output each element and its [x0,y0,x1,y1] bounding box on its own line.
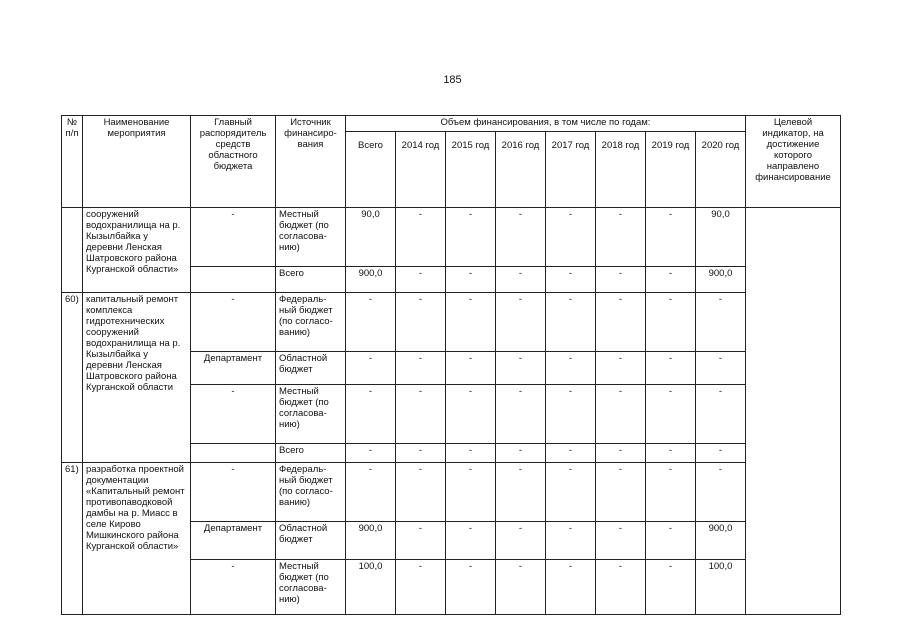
value-cell: - [396,208,446,267]
value-cell: - [546,522,596,560]
value-cell: 900,0 [696,267,746,293]
value-cell: - [596,463,646,522]
value-cell: - [496,208,546,267]
value-cell: - [496,293,546,352]
value-cell: 90,0 [346,208,396,267]
row-number [62,208,83,293]
indicator-cell [746,208,841,615]
header-source: Источник финансиро-вания [276,116,346,208]
value-cell: - [446,522,496,560]
source-cell: Федераль-ный бюджет (по согласо-ванию) [276,293,346,352]
row-number: 60) [62,293,83,463]
source-cell: Местный бюджет (по согласова-нию) [276,385,346,444]
source-cell: Всего [276,444,346,463]
header-year: 2018 год [596,132,646,208]
value-cell: - [696,463,746,522]
value-cell: - [496,444,546,463]
value-cell: - [346,444,396,463]
value-cell: - [446,208,496,267]
value-cell: - [346,293,396,352]
value-cell: - [696,352,746,385]
value-cell: - [496,463,546,522]
source-cell: Областной бюджет [276,522,346,560]
value-cell: - [646,352,696,385]
value-cell: - [546,267,596,293]
value-cell: 900,0 [346,522,396,560]
value-cell: - [646,385,696,444]
value-cell: - [646,267,696,293]
value-cell: - [546,560,596,615]
value-cell: - [396,293,446,352]
source-cell: Областной бюджет [276,352,346,385]
table-row [62,463,841,522]
value-cell: - [496,385,546,444]
source-cell: Федераль-ный бюджет (по согласо-ванию) [276,463,346,522]
value-cell: - [646,208,696,267]
value-cell: - [646,560,696,615]
value-cell: 100,0 [346,560,396,615]
value-cell: - [446,560,496,615]
financing-table [61,115,841,615]
value-cell: - [696,293,746,352]
value-cell: - [446,385,496,444]
value-cell: - [446,352,496,385]
value-cell: 90,0 [696,208,746,267]
value-cell: - [396,444,446,463]
value-cell: - [346,385,396,444]
value-cell: - [646,463,696,522]
value-cell: - [396,385,446,444]
manager-cell: Департамент [191,522,276,560]
value-cell: - [546,385,596,444]
value-cell: 100,0 [696,560,746,615]
header-year: 2019 год [646,132,696,208]
value-cell: - [446,267,496,293]
event-name: сооружений водохранилища на р. Кызылбайка у деревни Ленская Шатровского района Курганской области» [83,208,191,293]
value-cell: - [596,522,646,560]
value-cell: 900,0 [346,267,396,293]
value-cell: - [546,293,596,352]
header-name: Наименование мероприятия [83,116,191,208]
header-year: 2016 год [496,132,546,208]
source-cell: Местный бюджет (по согласова-нию) [276,560,346,615]
header-year: 2014 год [396,132,446,208]
source-cell: Местный бюджет (по согласова-нию) [276,208,346,267]
value-cell: - [546,208,596,267]
value-cell: - [496,560,546,615]
manager-cell: - [191,385,276,444]
manager-cell: Департамент [191,352,276,385]
value-cell: - [546,444,596,463]
manager-cell: - [191,463,276,522]
value-cell: - [446,293,496,352]
value-cell: - [596,444,646,463]
value-cell: - [496,267,546,293]
header-num: № п/п [62,116,83,208]
value-cell: - [396,267,446,293]
row-number: 61) [62,463,83,615]
value-cell: - [546,352,596,385]
value-cell: - [596,385,646,444]
value-cell: - [496,352,546,385]
header-year: 2015 год [446,132,496,208]
header-year: 2020 год [696,132,746,208]
value-cell: - [596,293,646,352]
value-cell: - [596,267,646,293]
value-cell: - [596,352,646,385]
value-cell: - [446,444,496,463]
header-indicator: Целевой индикатор, на достижение которого направлено финансирование [746,116,841,208]
value-cell: - [396,463,446,522]
manager-cell: - [191,293,276,352]
value-cell: - [646,444,696,463]
value-cell: - [596,560,646,615]
header-row [62,116,841,132]
value-cell: - [346,463,396,522]
value-cell: - [696,444,746,463]
value-cell: - [346,352,396,385]
header-year: 2017 год [546,132,596,208]
header-manager: Главный распорядитель средств областного бюджета [191,116,276,208]
event-name: капитальный ремонт комплекса гидротехнических сооружений водохранилища на р. Кызылбайка у деревни Ленская Шатровского района Курганской области [83,293,191,463]
manager-cell: - [191,560,276,615]
table-row [62,293,841,352]
value-cell: - [596,208,646,267]
value-cell: - [396,522,446,560]
value-cell: 900,0 [696,522,746,560]
manager-cell [191,444,276,463]
value-cell: - [546,463,596,522]
page-number: 185 [443,74,462,86]
value-cell: - [396,352,446,385]
table-row [62,208,841,267]
manager-cell: - [191,208,276,267]
value-cell: - [446,463,496,522]
value-cell: - [396,560,446,615]
value-cell: - [646,293,696,352]
value-cell: - [496,522,546,560]
header-total: Всего [346,132,396,208]
event-name: разработка проектной документации «Капитальный ремонт противопаводковой дамбы на р. Миасс в селе Кирово Мишкинского района Курганской области» [83,463,191,615]
header-volume: Объем финансирования, в том числе по годам: [346,116,746,132]
value-cell: - [646,522,696,560]
manager-cell [191,267,276,293]
value-cell: - [696,385,746,444]
source-cell: Всего [276,267,346,293]
